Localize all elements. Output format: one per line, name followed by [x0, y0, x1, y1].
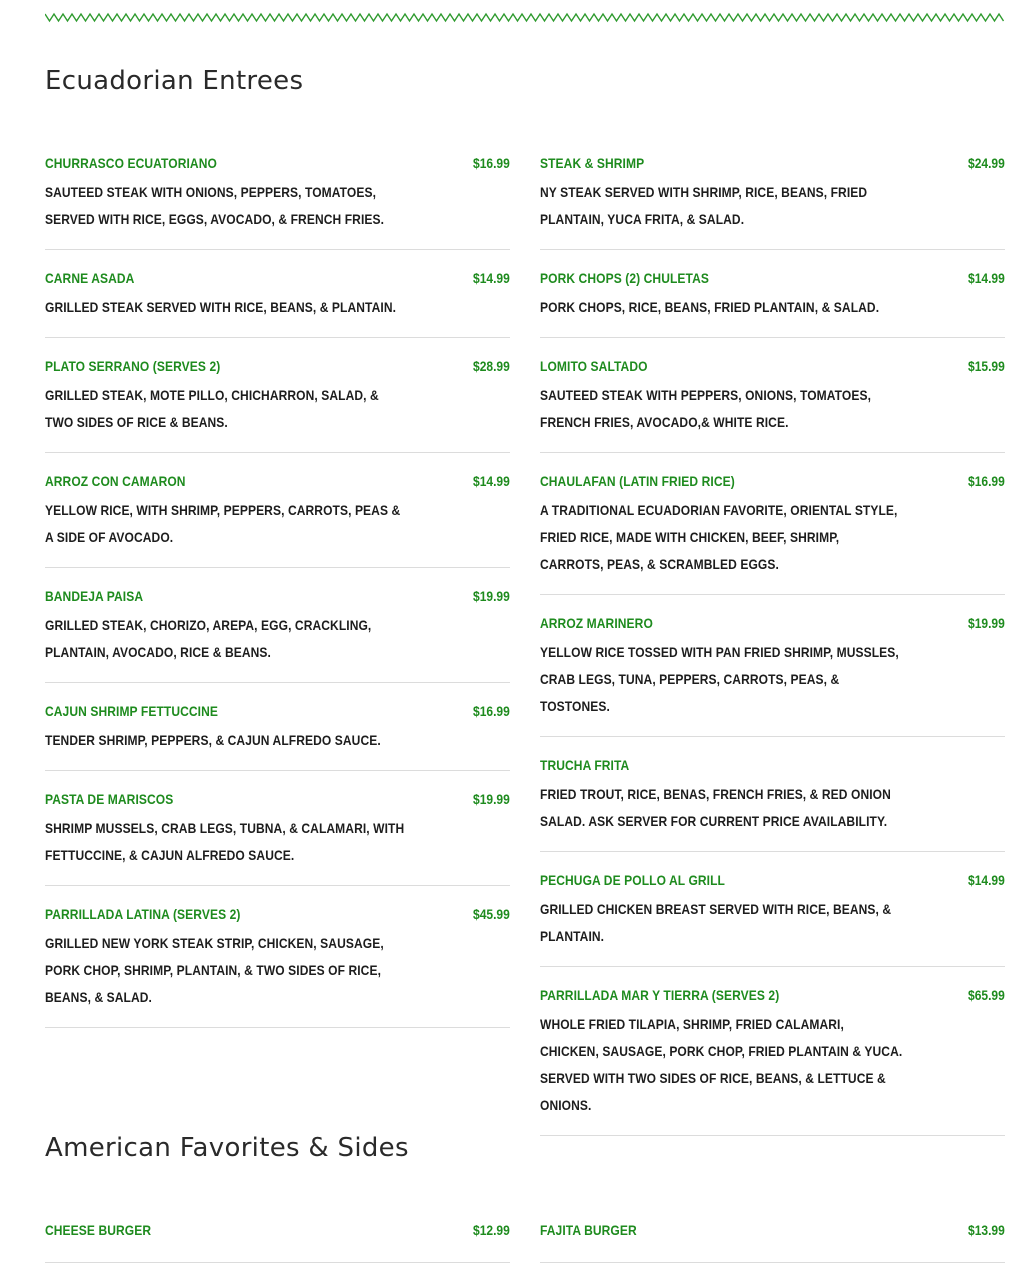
- menu-item-header: [45, 152, 510, 179]
- menu-item-header: [540, 612, 1005, 639]
- menu-item-price: $16.99: [968, 473, 1005, 489]
- menu-item-description: TENDER SHRIMP, PEPPERS, & CAJUN ALFREDO SAUCE.: [45, 732, 381, 748]
- menu-item: [45, 152, 510, 250]
- menu-item-name: CAJUN SHRIMP FETTUCCINE: [45, 703, 219, 719]
- menu-item-name: BANDEJA PAISA: [45, 588, 144, 604]
- zigzag-divider: [45, 10, 1005, 24]
- menu-item-header: [540, 470, 1005, 497]
- menu-item: [45, 700, 510, 771]
- menu-item: [540, 612, 1005, 737]
- menu-item-price: $16.99: [473, 155, 510, 171]
- menu-item-name: TRUCHA FRITA: [540, 757, 630, 773]
- menu-item-header: [540, 984, 1005, 1011]
- menu-item-description: FRIED TROUT, RICE, BENAS, FRENCH FRIES, & RED ONION SALAD. ASK SERVER FOR CURRENT PRICE AVAILABILITY.: [540, 786, 891, 829]
- menu-item-price: $19.99: [968, 615, 1005, 631]
- menu-item: [45, 1219, 510, 1263]
- menu-item-name: LOMITO SALTADO: [540, 358, 648, 374]
- menu-item-name: ARROZ MARINERO: [540, 615, 653, 631]
- section-title-american-favorites: American Favorites & Sides: [45, 1133, 409, 1163]
- menu-item-name: PARRILLADA MAR Y TIERRA (SERVES 2): [540, 987, 780, 1003]
- menu-item-price: $14.99: [473, 473, 510, 489]
- menu-item-name: CHEESE BURGER: [45, 1222, 152, 1238]
- menu-item: [540, 470, 1005, 595]
- menu-item-description: YELLOW RICE TOSSED WITH PAN FRIED SHRIMP, MUSSLES, CRAB LEGS, TUNA, PEPPERS, CARROTS, PEAS, & TOSTONES.: [540, 644, 899, 714]
- menu-item-description: NY STEAK SERVED WITH SHRIMP, RICE, BEANS, FRIED PLANTAIN, YUCA FRITA, & SALAD.: [540, 184, 868, 227]
- menu-item-description: GRILLED STEAK, MOTE PILLO, CHICHARRON, SALAD, & TWO SIDES OF RICE & BEANS.: [45, 387, 379, 430]
- menu-item-description: SHRIMP MUSSELS, CRAB LEGS, TUBNA, & CALAMARI, WITH FETTUCCINE, & CAJUN ALFREDO SAUCE.: [45, 820, 405, 863]
- menu-item-name: CARNE ASADA: [45, 270, 135, 286]
- menu-item-price: $14.99: [968, 872, 1005, 888]
- menu-item-name: PORK CHOPS (2) CHULETAS: [540, 270, 709, 286]
- menu-item-header: [45, 788, 510, 815]
- menu-item-name: CHAULAFAN (LATIN FRIED RICE): [540, 473, 735, 489]
- menu-item-price: $13.99: [968, 1222, 1005, 1238]
- menu-item-header: [540, 355, 1005, 382]
- menu-column-right: [540, 152, 1005, 1153]
- menu-item-price: $19.99: [473, 588, 510, 604]
- menu-item: [540, 355, 1005, 453]
- menu-item-name: PASTA DE MARISCOS: [45, 791, 174, 807]
- menu-item-name: CHURRASCO ECUATORIANO: [45, 155, 217, 171]
- menu-item-price: $16.99: [473, 703, 510, 719]
- menu-item: [540, 754, 1005, 852]
- menu-item-header: [45, 585, 510, 612]
- menu-item-description: SAUTEED STEAK WITH PEPPERS, ONIONS, TOMATOES, FRENCH FRIES, AVOCADO,& WHITE RICE.: [540, 387, 872, 430]
- menu-item-description: GRILLED CHICKEN BREAST SERVED WITH RICE, BEANS, & PLANTAIN.: [540, 901, 892, 944]
- menu-item-header: [45, 903, 510, 930]
- menu-item-price: $65.99: [968, 987, 1005, 1003]
- menu-item-description: PORK CHOPS, RICE, BEANS, FRIED PLANTAIN, & SALAD.: [540, 299, 880, 315]
- menu-item: [540, 267, 1005, 338]
- menu-item: [45, 585, 510, 683]
- section-title-ecuadorian-entrees: Ecuadorian Entrees: [45, 66, 304, 96]
- menu-item-description: GRILLED STEAK SERVED WITH RICE, BEANS, & PLANTAIN.: [45, 299, 397, 315]
- menu-column-right: [540, 1219, 1005, 1280]
- menu-item-price: $45.99: [473, 906, 510, 922]
- menu-item-price: $12.99: [473, 1222, 510, 1238]
- menu-item-header: [540, 267, 1005, 294]
- menu-item: [540, 1219, 1005, 1263]
- menu-item-header: [45, 267, 510, 294]
- menu-item-header: [45, 700, 510, 727]
- menu-item: [540, 869, 1005, 967]
- menu-item-price: $15.99: [968, 358, 1005, 374]
- menu-column-left: [45, 1219, 510, 1280]
- menu-item-name: ARROZ CON CAMARON: [45, 473, 186, 489]
- menu-item-description: GRILLED STEAK, CHORIZO, AREPA, EGG, CRACKLING, PLANTAIN, AVOCADO, RICE & BEANS.: [45, 617, 372, 660]
- menu-item-description: SAUTEED STEAK WITH ONIONS, PEPPERS, TOMATOES, SERVED WITH RICE, EGGS, AVOCADO, & FRENCH FRIES.: [45, 184, 385, 227]
- menu-item-header: [540, 754, 1005, 781]
- menu-item-description: YELLOW RICE, WITH SHRIMP, PEPPERS, CARROTS, PEAS & A SIDE OF AVOCADO.: [45, 502, 401, 545]
- menu-item-price: $19.99: [473, 791, 510, 807]
- menu-item-price: $14.99: [473, 270, 510, 286]
- menu-item-price: $24.99: [968, 155, 1005, 171]
- menu-item-description: GRILLED NEW YORK STEAK STRIP, CHICKEN, SAUSAGE, PORK CHOP, SHRIMP, PLANTAIN, & TWO SIDES OF RICE, BEANS, & SALAD.: [45, 935, 384, 1005]
- menu-item: [45, 903, 510, 1028]
- menu-item: [45, 267, 510, 338]
- menu-item-name: PECHUGA DE POLLO AL GRILL: [540, 872, 725, 888]
- menu-item-description: A TRADITIONAL ECUADORIAN FAVORITE, ORIENTAL STYLE, FRIED RICE, MADE WITH CHICKEN, BEEF, SHRIMP, CARROTS, PEAS, & SCRAMBLED EGGS.: [540, 502, 898, 572]
- menu-item-header: [540, 869, 1005, 896]
- menu-item-header: [45, 470, 510, 497]
- menu-item: [45, 355, 510, 453]
- menu-item-description: WHOLE FRIED TILAPIA, SHRIMP, FRIED CALAMARI, CHICKEN, SAUSAGE, PORK CHOP, FRIED PLANTAIN & YUCA. SERVED WITH TWO SIDES OF RICE, BEANS, & LETTUCE & ONIONS.: [540, 1016, 903, 1113]
- menu-item-header: [45, 355, 510, 382]
- menu-item-price: $14.99: [968, 270, 1005, 286]
- menu-item: [540, 152, 1005, 250]
- menu-item-header: [540, 152, 1005, 179]
- menu-item-name: FAJITA BURGER: [540, 1222, 637, 1238]
- menu-item-name: PARRILLADA LATINA (SERVES 2): [45, 906, 241, 922]
- menu-item: [45, 470, 510, 568]
- menu-item: [540, 984, 1005, 1136]
- menu-column-left: [45, 152, 510, 1045]
- menu-item: [45, 788, 510, 886]
- menu-item-price: $28.99: [473, 358, 510, 374]
- menu-item-name: PLATO SERRANO (SERVES 2): [45, 358, 221, 374]
- menu-item-name: STEAK & SHRIMP: [540, 155, 645, 171]
